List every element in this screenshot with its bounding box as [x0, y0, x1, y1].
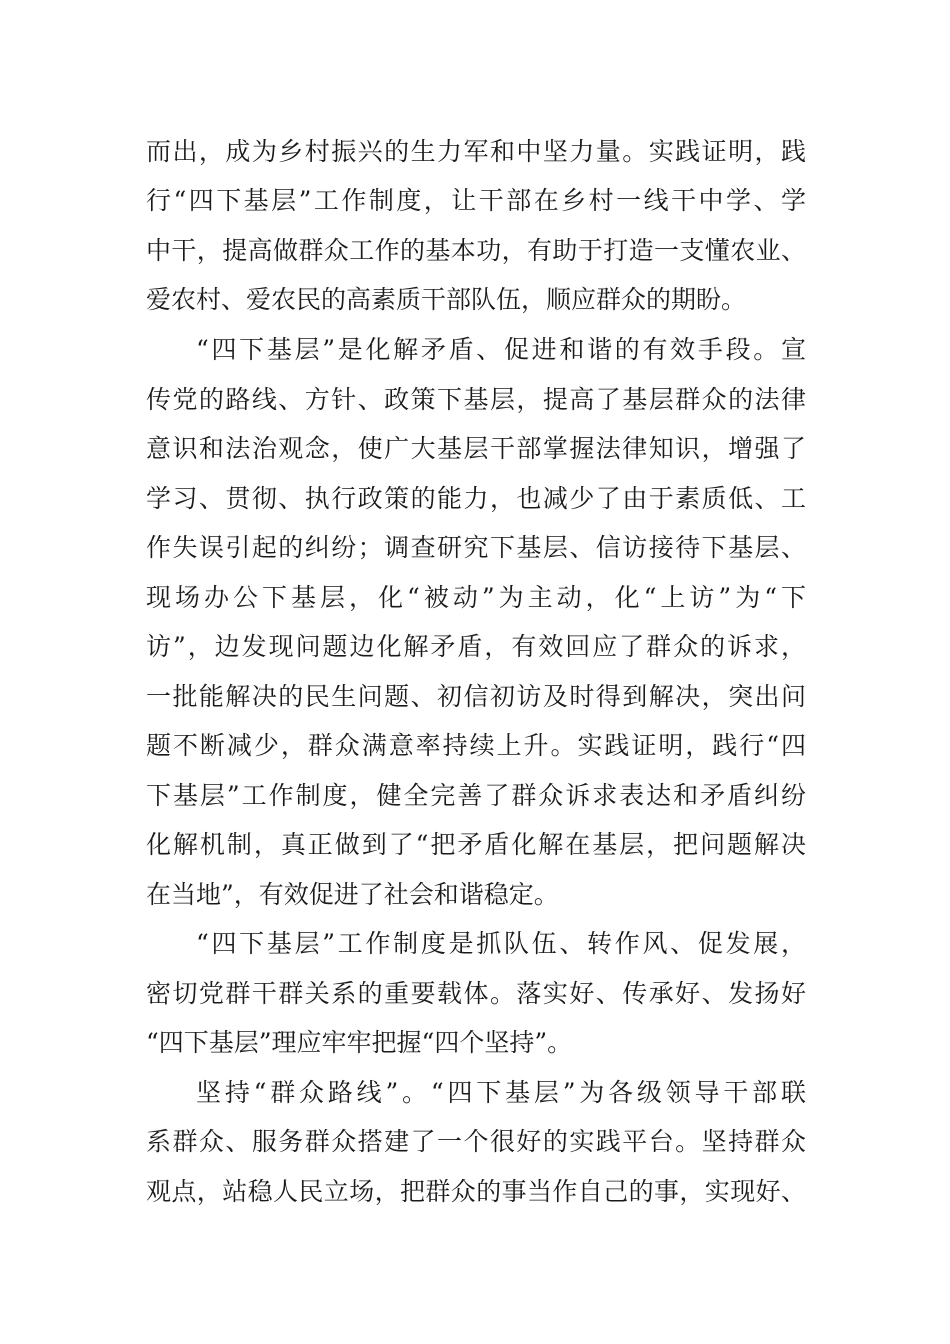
text-line: 观点，站稳人民立场，把群众的事当作自己的事，实现好、	[146, 1177, 806, 1206]
text-line: 而出，成为乡村振兴的生力军和中坚力量。实践证明，践	[146, 137, 806, 166]
text-line: “四下基层”工作制度是抓队伍、转作风、促发展，	[196, 929, 806, 958]
text-line: 下基层”工作制度，健全完善了群众诉求表达和矛盾纠纷	[146, 781, 806, 810]
text-line: 密切党群干群关系的重要载体。落实好、传承好、发扬好	[146, 979, 806, 1008]
text-line: 意识和法治观念，使广大基层干部掌握法律知识，增强了	[146, 434, 806, 463]
text-line: “四下基层”是化解矛盾、促进和谐的有效手段。宣	[196, 335, 806, 364]
text-line: 学习、贯彻、执行政策的能力，也减少了由于素质低、工	[146, 484, 806, 513]
text-line: 传党的路线、方针、政策下基层，提高了基层群众的法律	[146, 385, 806, 414]
text-line: 作失误引起的纠纷；调查研究下基层、信访接待下基层、	[146, 533, 806, 562]
text-line: 现场办公下基层，化“被动”为主动，化“上访”为“下	[146, 583, 806, 612]
text-line: 系群众、服务群众搭建了一个很好的实践平台。坚持群众	[146, 1127, 806, 1156]
text-line: 在当地”，有效促进了社会和谐稳定。	[146, 880, 559, 909]
text-line: 爱农村、爱农民的高素质干部队伍，顺应群众的期盼。	[146, 285, 747, 314]
text-line: “四下基层”理应牢牢把握“四个坚持”。	[146, 1028, 573, 1057]
text-line: 坚持“群众路线”。“四下基层”为各级领导干部联	[196, 1078, 806, 1107]
text-line: 行“四下基层”工作制度，让干部在乡村一线干中学、学	[146, 186, 806, 215]
text-line: 一批能解决的民生问题、初信初访及时得到解决，突出问	[146, 682, 806, 711]
text-line: 化解机制，真正做到了“把矛盾化解在基层，把问题解决	[146, 830, 806, 859]
text-line: 题不断减少，群众满意率持续上升。实践证明，践行“四	[146, 731, 806, 760]
text-line: 中干，提高做群众工作的基本功，有助于打造一支懂农业、	[146, 236, 806, 265]
text-line: 访”，边发现问题边化解矛盾，有效回应了群众的诉求，	[146, 632, 806, 661]
